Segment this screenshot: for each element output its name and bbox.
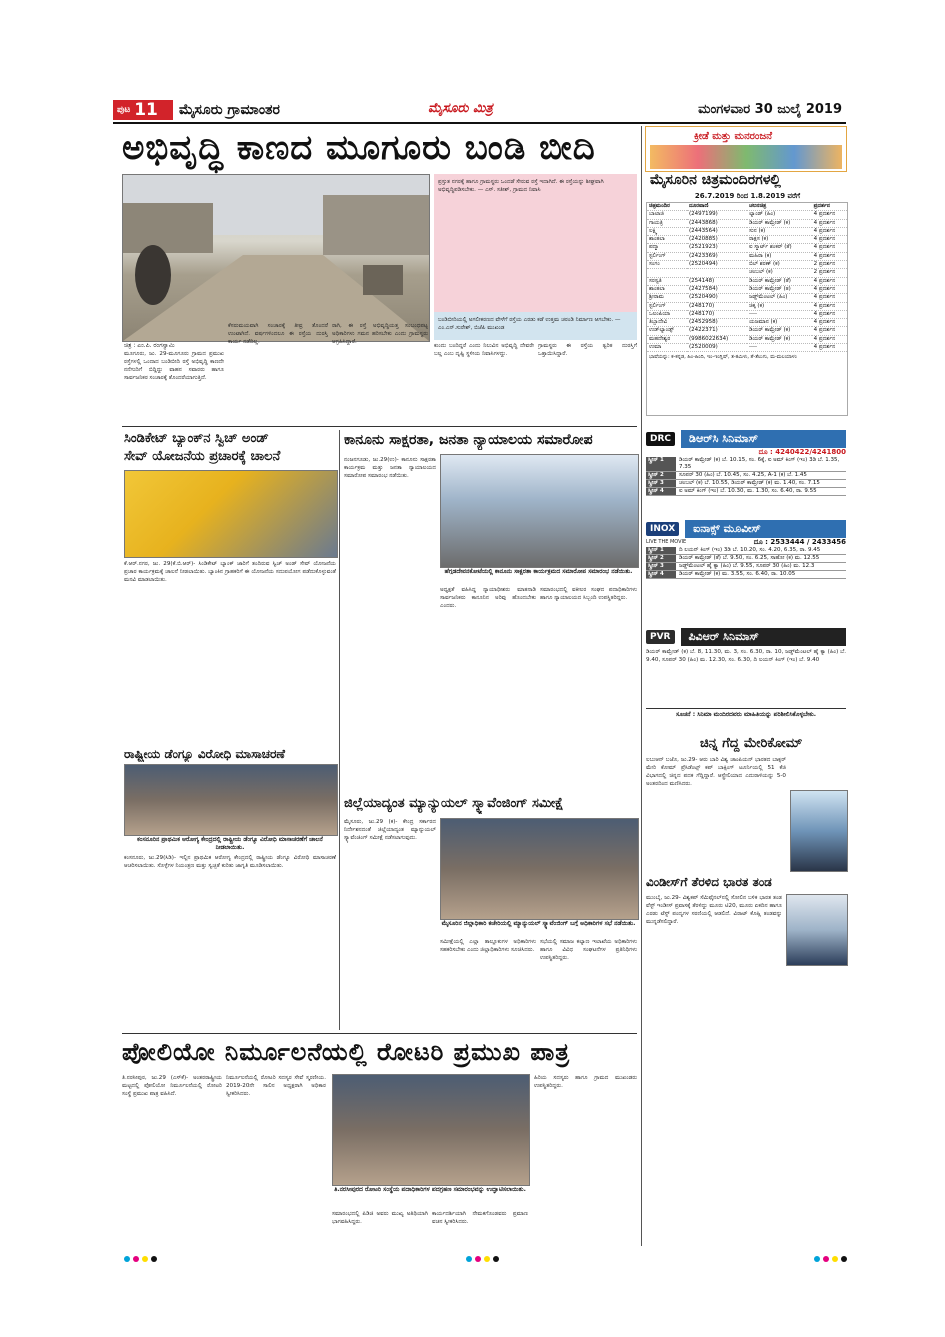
syndicate-photo [124, 470, 338, 558]
legal-col-2: ಅಧ್ಯಕ್ಷತೆ ವಹಿಸಿದ್ದ ನ್ಯಾಯಾಧೀಶರು ಮಾತನಾಡಿ ಸಾರ್ವಜನಿಕರು ಕಾನೂನಿನ ಅರಿವು ಹೊಂದಬೇಕು ಎಂದರು. [440, 587, 536, 609]
showtime-text: ಡಿಯರ್ ಕಾಮ್ರೇಡ್ (ಕ) ಬೆ. 10.15, ಸಂ. 6ಕ್ಕೆ, ಐ ಅಮ್ ಕಿಂಗ್ (ಇಂ) 3ಡಿ ಬೆ. 1.35, 7.35 [679, 457, 840, 470]
cinema-cell: 4 ಪ್ರದರ್ಶನ [812, 327, 847, 335]
polio-col-2: ನಿರ್ಮೂಲನೆಯಲ್ಲಿ ರೋಟರಿ ಸದಸ್ಯರ ಸೇವೆ ಸ್ಮರಣೀಯ. 2019-20ನೇ ಸಾಲಿನ ಅಧ್ಯಕ್ಷರಾಗಿ ಅಧಿಕಾರ ಸ್ವೀಕರಿಸಿದರು. [226, 1075, 326, 1097]
pvr-logo: PVR [646, 630, 675, 644]
cinema-row [647, 227, 847, 235]
inox-tagline: LIVE THE MOVIE [646, 539, 687, 545]
cinema-cell: ಸರಸ್ವತಿ [647, 277, 687, 285]
section-title: ಮೈಸೂರು ಗ್ರಾಮಾಂತರ [179, 102, 280, 118]
cinema-cell: 4 ಪ್ರದರ್ಶನ [812, 310, 847, 318]
cinema-cell: 4 ಪ್ರದರ್ಶನ [812, 211, 847, 219]
cinema-cell: ಯಜಮಾನ (ಕ) [747, 319, 812, 327]
cinema-cell: ಡಿಯರ್ ಕಾಮ್ರೇಡ್ (ತ) [747, 285, 812, 293]
cinema-cell: ಡಿಯರ್ ಕಾಮ್ರೇಡ್ (ಕ) [747, 219, 812, 227]
lead-col-3: ರಾಗಿ, ಈ ರಸ್ತೆ ಅಭಿವೃದ್ಧಿಯತ್ತ ಸಂಬಂಧಪಟ್ಟ ಅಧಿಕಾರಿಗಳು ಗಮನ ಹರಿಸಬೇಕು ಎಂದು ಗ್ರಾಮಸ್ಥರು ಆಗ್ರಹಿಸಿದ್ದಾರೆ. [332, 323, 428, 345]
cinema-cell: (248170) [687, 310, 747, 318]
screen-label: ಸ್ಕ್ರೀನ್ 2 [646, 555, 676, 562]
cinema-cell: ಪದ್ಮಾ [647, 244, 687, 252]
cinema-cell: ಮಹದೇಶ್ವರ [647, 335, 687, 343]
date-line: ಮಂಗಳವಾರ 30 ಜುಲೈ 2019 [698, 102, 842, 117]
cinema-row [647, 344, 847, 352]
screen-label: ಸ್ಕ್ರೀನ್ 4 [646, 488, 676, 495]
drc-showtimes [646, 457, 846, 496]
inox-show-row [646, 555, 846, 563]
cinema-listing [646, 202, 848, 416]
cinema-cell: (2443564) [687, 227, 747, 235]
cinema-cell: ಬಿಲ್ ಶರಣ್ (ಕ) [747, 261, 812, 269]
marykom-photo [790, 790, 848, 872]
cinema-cell: ಸುನ (ಕ) [747, 227, 812, 235]
cinema-row [647, 294, 847, 302]
cinema-cell: (2521923) [687, 244, 747, 252]
cinema-row [647, 269, 847, 277]
cinema-cell: (248170) [687, 302, 747, 310]
legal-headline: ಕಾನೂನು ಸಾಕ್ಷರತಾ, ಜನತಾ ನ್ಯಾಯಾಲಯ ಸಮಾರೋಪ [344, 432, 593, 448]
cinema-cell: ಡಿಯರ್ ಕಾಮ್ರೇಡ್ (ತೆ) [747, 277, 812, 285]
cinema-cell: ಡಿಯರ್ ಕಾಮ್ರೇಡ್ (ಕ) [747, 327, 812, 335]
dengue-caption: ಕಂಸನೂರಿನ ಪ್ರಾಥಮಿಕ ಆರೋಗ್ಯ ಕೇಂದ್ರದಲ್ಲಿ ರಾಷ್ಟ್ರೀಯ ಡೆಂಗ್ಯೂ ವಿರೋಧಿ ಮಾಸಾಚರಣೆಗೆ ಚಾಲನೆ ನೀಡಲಾಯಿತು. [137, 836, 323, 851]
drc-show-row [646, 457, 846, 472]
inox-tel: ದೂ : 2533444 / 2433456 [753, 538, 846, 546]
showtime-text: ಸೂಪರ್ 30 (ಹಿಂ) ಬೆ. 10.45, ಸಂ. 4.25, A-1 (ಕ) ಬೆ. 1.45 [679, 472, 807, 478]
screen-label: ಸ್ಕ್ರೀನ್ 3 [646, 563, 676, 570]
cinema-row [647, 261, 847, 269]
page-number-badge [113, 100, 173, 120]
inox-showtimes [646, 547, 846, 579]
drc-show-row [646, 488, 846, 496]
windies-headline: ವಿಂಡೀಸ್‌ಗೆ ತೆರಳಿದ ಭಾರತ ತಂಡ [646, 875, 772, 889]
sports-figures-graphic [650, 145, 842, 169]
cinema-cell: (2423369) [687, 252, 747, 260]
scavenging-photo [440, 818, 639, 920]
cinema-row [647, 319, 847, 327]
cinema-row [647, 244, 847, 252]
syndicate-headline-2: ಸೇವ್ ಯೋಜನೆಯ ಪ್ರಚಾರಕ್ಕೆ ಚಾಲನೆ [124, 449, 281, 464]
cinema-cell: 4 ಪ್ರದರ್ಶನ [812, 285, 847, 293]
dengue-body: ಕಂಸನೂರು, ಜು.29(ಸಿಡಿ)- ಇಲ್ಲಿನ ಪ್ರಾಥಮಿಕ ಆರೋಗ್ಯ ಕೇಂದ್ರದಲ್ಲಿ ರಾಷ್ಟ್ರೀಯ ಡೆಂಗ್ಯೂ ವಿರೋಧಿ ಮಾಸಾಚರಣೆ ಆಚರಿಸಲಾಯಿತು. ಸೊಳ್ಳೆಗಳ ನಿಯಂತ್ರಣ ಮತ್ತು ಸ್ವಚ್ಛತೆ ಕುರಿತು ಜಾಗೃತಿ ಮೂಡಿಸಲಾಯಿತು. [124, 855, 336, 869]
cinema-header-row [647, 203, 847, 211]
marykom-body: ಲಬುಆನ್ ಬಜೊ, ಜು.29- ಆರು ಬಾರಿ ವಿಶ್ವ ಚಾಂಪಿಯನ್ ಭಾರತದ ಬಾಕ್ಸರ್ ಮೇರಿ ಕೋಮ್ ಪ್ರೆಸಿಡೆಂಟ್ಸ್ ಕಪ್ ಬಾಕ್ಸಿಂಗ್ ಟೂರ್ನಿಯಲ್ಲಿ 51 ಕೆಜಿ ವಿಭಾಗದಲ್ಲಿ ಚಿನ್ನದ ಪದಕ ಗೆದ್ದಿದ್ದಾರೆ. ಆಸ್ಟ್ರೇಲಿಯಾದ ಎದುರಾಳಿಯನ್ನು 5-0 ಅಂತರದಿಂದ ಮಣಿಸಿದರು. [646, 757, 786, 787]
cinema-cell: ಸ್ಟರ್ಲಿಂಗ್ [647, 252, 687, 260]
cinema-cell: (2520494) [687, 261, 747, 269]
cinema-cell: 4 ಪ್ರದರ್ಶನ [812, 252, 847, 260]
lead-photo-credit: ಚಿತ್ರ : ಎಂ.ಪಿ. ರಂಗಸ್ವಾಮಿ [124, 342, 175, 349]
screen-label: ಸ್ಕ್ರೀನ್ 3 [646, 480, 676, 487]
screen-label: ಸ್ಕ್ರೀನ್ 2 [646, 472, 676, 479]
cinema-cell: (2452958) [687, 319, 747, 327]
inox-show-row [646, 563, 846, 571]
showtime-text: ಜಡ್ಜ್‌ಮೆಂಟಲ್ ಹೈ ಕ್ಯಾ (ಹಿಂ) ಬೆ. 9.55, ಸೂಪರ್ 30 (ಹಿಂ) ಮ. 12.3 [679, 563, 815, 569]
cinema-cell: (2422371) [687, 327, 747, 335]
street-photo-graphic [123, 175, 429, 341]
registration-dot [484, 1256, 490, 1262]
cinema-cell: 4 ಪ್ರದರ್ಶನ [812, 227, 847, 235]
cinema-cell: ಶಾಂತಲಾ [647, 285, 687, 293]
windies-body: ಮುಂಬೈ, ಜು.29- ವಿಶ್ವಕಪ್ ಸೆಮಿಫೈನಲ್‌ನಲ್ಲಿ ಸೋಲಿನ ಬಳಿಕ ಭಾರತ ತಂಡ ವೆಸ್ಟ್ ಇಂಡೀಸ್ ಪ್ರವಾಸಕ್ಕೆ ತೆರಳಿದ್ದು ಮೂರು ಟಿ20, ಮೂರು ಏಕದಿನ ಹಾಗೂ ಎರಡು ಟೆಸ್ಟ್ ಪಂದ್ಯಗಳ ಸರಣಿಯಲ್ಲಿ ಆಡಲಿದೆ. ವಿರಾಟ್ ಕೊಹ್ಲಿ ತಂಡವನ್ನು ಮುನ್ನಡೆಸಲಿದ್ದಾರೆ. [646, 895, 782, 925]
pvr-name: ಪಿವಿಆರ್ ಸಿನಿಮಾಸ್ [681, 628, 847, 646]
showtime-text: ದಿ ಲಯನ್ ಕಿಂಗ್ (ಇಂ) 3ಡಿ ಬೆ. 10.20, ಸಂ. 4.20, 6.35, ರಾ. 9.45 [679, 547, 821, 553]
cinema-row [647, 277, 847, 285]
registration-dot [133, 1256, 139, 1262]
cinema-cell: (2443868) [687, 219, 747, 227]
column-rule [339, 430, 340, 1030]
registration-dot [475, 1256, 481, 1262]
cinema-cell: 4 ಪ್ರದರ್ಶನ [812, 236, 847, 244]
screen-label: ಸ್ಕ್ರೀನ್ 4 [646, 571, 676, 578]
cinema-row [647, 285, 847, 293]
print-marks-left [124, 1256, 157, 1262]
print-marks-center [466, 1256, 499, 1262]
registration-dot [493, 1256, 499, 1262]
masthead [113, 100, 846, 124]
registration-dot [151, 1256, 157, 1262]
print-marks-right [814, 1256, 847, 1262]
paper-name: ಮೈಸೂರು ಮಿತ್ರ [428, 101, 493, 116]
cinema-cell: ಲಕ್ಷ್ಮಿ [647, 227, 687, 235]
inox-show-row [646, 571, 846, 579]
drc-show-row [646, 480, 846, 488]
scavenging-caption: ಮೈಸೂರಿನ ಜಿಲ್ಲಾಧಿಕಾರಿ ಕಚೇರಿಯಲ್ಲಿ ಮ್ಯಾನ್ಯುಯಲ್ ಸ್ಕ್ಯಾವೆಂಜಿಂಗ್ ಬಗ್ಗೆ ಅಧಿಕಾರಿಗಳ ಸಭೆ ನಡೆಯಿತು. [441, 920, 636, 927]
cinema-cell: ಸಂಗಂ [647, 261, 687, 269]
cinema-col-header: ಚಿತ್ರಮಂದಿರ [647, 203, 687, 211]
cinema-cell: (2420885) [687, 236, 747, 244]
lead-photo [122, 174, 430, 342]
registration-dot [124, 1256, 130, 1262]
cinema-cell: ಜಡ್ಜ್‌ಮೆಂಟಲ್ (ಹಿಂ) [747, 294, 812, 302]
cinema-cell: 4 ಪ್ರದರ್ಶನ [812, 344, 847, 352]
cinema-cell: ಚಂಬಲ್ (ಕ) [747, 269, 812, 277]
lead-col-5: ಗ್ರಾಮಸ್ಥರು ಈ ರಸ್ತೆಯ ತ್ವರಿತ ದುರಸ್ತಿಗೆ ಒತ್ತಾಯಿಸಿದ್ದಾರೆ. [538, 343, 637, 357]
cinema-cell: ಬಾಲಾಜಿ [647, 211, 687, 219]
cinema-col-header: ಪ್ರದರ್ಶನ [812, 203, 847, 211]
showtime-text: ಚಂಬಲ್ (ಕ) ಬೆ. 10.55, ಡಿಯರ್ ಕಾಮ್ರೇಡ್ (ಕ) ಮ. 1.40, ಸಂ. 7.15 [679, 480, 820, 486]
scavenging-col-1: ಮೈಸೂರು, ಜು.29 (ಕ)- ಕೇಂದ್ರ ಸರ್ಕಾರದ ನಿರ್ದೇಶನದಂತೆ ಜಿಲ್ಲೆಯಾದ್ಯಂತ ಮ್ಯಾನ್ಯುಯಲ್ ಸ್ಕ್ಯಾವೆಂಜಿಂಗ್ ಸಮೀಕ್ಷೆ ನಡೆಸಲಾಗುವುದು. [344, 819, 436, 841]
lead-col-4: ಕುಂದು ಬಂದಿದ್ದರೆ ಎಂದು ನಿಲುವಿನ ಅಭಿವೃದ್ಧಿ ದೇವರೇ ಬಲ್ಲ ಎಂಬ ದೃಷ್ಟಿ ಸ್ಥಳೀಯ ನಿವಾಸಿಗಳದ್ದು. [434, 343, 534, 357]
cinema-col-header: ದೂರವಾಣಿ [687, 203, 747, 211]
cinema-cell: ಉಡ್‌ಲ್ಯಾಂಡ್ಸ್ [647, 327, 687, 335]
lead-quote-blue: ಬಂಡಿಬೀದಿಯಲ್ಲಿ ಅಗಲೀಕರಣದ ವೇಳೆಗೆ ರಸ್ತೆಯ ಎರಡು ಕಡೆ ಉತ್ತಮ ಚರಂಡಿ ನಿರ್ಮಾಣ ಆಗಬೇಕು. — ಎಂ.ಎನ್.ಸುರೇಶ್, ಬಿಜೆಪಿ ಮುಖಂಡ [434, 312, 637, 340]
cinema-cell: 2 ಪ್ರದರ್ಶನ [812, 269, 847, 277]
cinema-cell: (254148) [687, 277, 747, 285]
kohli-photo [786, 894, 848, 966]
dengue-headline: ರಾಷ್ಟ್ರೀಯ ಡೆಂಗ್ಯೂ ವಿರೋಧಿ ಮಾಸಾಚರಣೆ [124, 747, 286, 761]
cinema-dates: 26.7.2019 ರಿಂದ 1.8.2019 ವರೆಗೆ [694, 192, 801, 200]
pvr-note: ಸೂಚನೆ : ಸಿನಿಮಾ ಮಂದಿರದವರು ಮಾಹಿತಿಯನ್ನು ಪರಿಶೀಲಿಸಿಕೊಳ್ಳಬೇಕು. [646, 708, 846, 719]
syndicate-body: ಕೆ.ಆರ್.ನಗರ, ಜು. 29(ಕೆ.ಬಿ.ಆರ್)- ಸಿಂಡಿಕೇಟ್ ಬ್ಯಾಂಕ್ ಜಾರಿಗೆ ತಂದಿರುವ ಸ್ವಿಚ್ ಅಂಡ್ ಸೇವ್ ಯೋಜನೆಯ ಪ್ರಚಾರ ಕಾರ್ಯಕ್ರಮಕ್ಕೆ ಚಾಲನೆ ನೀಡಲಾಯಿತು. ಬ್ಯಾಂಕಿನ ಗ್ರಾಹಕರಿಗೆ ಈ ಯೋಜನೆಯ ಸದುಪಯೋಗ ಪಡೆದುಕೊಳ್ಳುವಂತೆ ಮನವಿ ಮಾಡಲಾಯಿತು. [124, 561, 336, 583]
showtime-text: ಐ ಅಮ್ ಕಿಂಗ್ (ಇಂ) ಬೆ. 10.30, ಮ. 1.30, ಸಂ. 6.40, ರಾ. 9.55 [679, 488, 817, 494]
cinema-cell: 4 ಪ್ರದರ್ಶನ [812, 294, 847, 302]
registration-dot [814, 1256, 820, 1262]
cinema-cell: 2 ಪ್ರದರ್ಶನ [812, 261, 847, 269]
polio-caption: ತಿ.ನರಸೀಪುರದ ರೋಟರಿ ಸಂಸ್ಥೆಯ ಪದಾಧಿಕಾರಿಗಳ ಪದಗ್ರಹಣ ಸಮಾರಂಭವನ್ನು ಉದ್ಘಾಟಿಸಲಾಯಿತು. [334, 1186, 526, 1193]
cinema-title: ಮೈಸೂರಿನ ಚಿತ್ರಮಂದಿರಗಳಲ್ಲಿ [650, 172, 781, 188]
drc-ad [646, 430, 846, 496]
cinema-row [647, 302, 847, 310]
cinema-cell: ಸ್ಟರ್ಲಿಂಗ್ [647, 302, 687, 310]
cinema-cell: ಡಿಯರ್ ಕಾಮ್ರೇಡ್ (ಕ) [747, 335, 812, 343]
legal-caption: ಹೆಗ್ಗಡದೇವನಕೋಟೆಯಲ್ಲಿ ಕಾನೂನು ಸಾಕ್ಷರತಾ ಕಾರ್ಯಕ್ರಮದ ಸಮಾರೋಪ ಸಮಾರಂಭ ನಡೆಯಿತು. [444, 568, 633, 575]
cinema-cell: ---- [747, 344, 812, 352]
sports-banner-title: ಕ್ರೀಡೆ ಮತ್ತು ಮನರಂಜನೆ [694, 131, 773, 142]
cinema-cell [687, 269, 747, 277]
inox-show-row [646, 547, 846, 555]
scavenging-col-2: ಸಮೀಕ್ಷೆಯಲ್ಲಿ ಎಲ್ಲಾ ತಾಲ್ಲೂಕುಗಳ ಅಧಿಕಾರಿಗಳು ಸಹಕರಿಸಬೇಕು ಎಂದು ಜಿಲ್ಲಾಧಿಕಾರಿಗಳು ಸೂಚಿಸಿದರು. [440, 939, 536, 953]
cinema-cell: ಐ ಸ್ಮಾರ್ಟ್ ಶಂಕರ್ (ತೆ) [747, 244, 812, 252]
cinema-row [647, 335, 847, 343]
cinema-cell: ಉಮಾ [647, 344, 687, 352]
cinema-row [647, 310, 847, 318]
legal-photo [440, 454, 639, 568]
registration-dot [841, 1256, 847, 1262]
cinema-cell: ತಿಬ್ಬಾದೇವಿ [647, 319, 687, 327]
cinema-cell: (2520490) [687, 294, 747, 302]
cinema-row [647, 327, 847, 335]
lead-col-1: ಮೂಗೂರು, ಜು. 29-ಮೂಗೂರು ಗ್ರಾಮದ ಪ್ರಮುಖ ರಸ್ತೆಗಳಲ್ಲಿ ಒಂದಾದ ಬಂಡಿಬೀದಿ ರಸ್ತೆ ಅಭಿವೃದ್ಧಿ ಕಾಣದೇ ನನೆಗುದಿಗೆ ಬಿದ್ದಿದ್ದು ವಾಹನ ಸವಾರರು ಹಾಗೂ ಸಾರ್ವಜನಿಕರ ಸಂಚಾರಕ್ಕೆ ತೊಂದರೆಯಾಗುತ್ತಿದೆ. [124, 351, 224, 381]
divider [122, 1033, 637, 1034]
drc-tel: ದೂ : 4240422/4241800 [758, 448, 846, 456]
inox-name: ಐನಾಕ್ಸ್ ಮೂವೀಸ್ [685, 520, 846, 538]
cinema-cell: ಶಾಂತಲಾ [647, 236, 687, 244]
drc-show-row [646, 472, 846, 480]
showtime-text: ಡಿಯರ್ ಕಾಮ್ರೇಡ್ (ತೆ) ಬೆ. 9.50, ಸಂ. 6.25, ಸಾಹೋ (ಕ) ಮ. 12.55 [679, 555, 820, 561]
sidebar-rule [641, 126, 642, 1246]
cinema-cell: 4 ಪ್ರದರ್ಶನ [812, 319, 847, 327]
inox-logo: INOX [646, 522, 679, 536]
scavenging-headline: ಜಿಲ್ಲೆಯಾದ್ಯಂತ ಮ್ಯಾನ್ಯುಯಲ್ ಸ್ಕ್ಯಾವೆಂಜಿಂಗ್ ಸಮೀಕ್ಷೆ [344, 796, 564, 811]
cinema-cell: ಚಿಕ್ಕ (ಕ) [747, 302, 812, 310]
legal-col-3: ಸಮಾರಂಭದಲ್ಲಿ ವಕೀಲರ ಸಂಘದ ಪದಾಧಿಕಾರಿಗಳು ಹಾಗೂ ನ್ಯಾಯಾಲಯದ ಸಿಬ್ಬಂದಿ ಉಪಸ್ಥಿತರಿದ್ದರು. [540, 587, 637, 601]
pvr-ad-header [646, 628, 846, 646]
cinema-cell: (9986022634) [687, 335, 747, 343]
cinema-cell: ಶ್ರೀರಾಮ [647, 294, 687, 302]
cinema-cell: ಒಲಂಪಿಯಾ [647, 310, 687, 318]
cinema-col-header: ಚಲನಚಿತ್ರ [747, 203, 812, 211]
drc-ad-header [646, 430, 846, 448]
pvr-ad [646, 628, 846, 719]
cinema-cell: 4 ಪ್ರದರ್ಶನ [812, 302, 847, 310]
cinema-cell: ಲ್ಯಾಂಡ್ (ಹಿಂ) [747, 211, 812, 219]
cinema-cell: 4 ಪ್ರದರ್ಶನ [812, 277, 847, 285]
inox-ad [646, 520, 846, 579]
cinema-row [647, 219, 847, 227]
marykom-headline: ಚಿನ್ನ ಗೆದ್ದ ಮೇರಿಕೋಮ್ [700, 736, 803, 751]
cinema-cell: (2520009) [687, 344, 747, 352]
cinema-row [647, 211, 847, 219]
cinema-cell: ---- [747, 310, 812, 318]
lead-col-2: ಕೆಸರುಮಯವಾಗಿ ಸಂಚಾರಕ್ಕೆ ತೀವ್ರ ತೊಂದರೆ ಉಂಟಾಗಿದೆ. ವರ್ಷಗಳಿಂದಲೂ ಈ ರಸ್ತೆಯ ದುರಸ್ತಿ ಕಾರ್ಯ ನಡೆದಿಲ್ಲ. [228, 323, 328, 345]
scavenging-col-3: ಸಭೆಯಲ್ಲಿ ಸಮಾಜ ಕಲ್ಯಾಣ ಇಲಾಖೆಯ ಅಧಿಕಾರಿಗಳು ಹಾಗೂ ವಿವಿಧ ಸಂಘಟನೆಗಳ ಪ್ರತಿನಿಧಿಗಳು ಉಪಸ್ಥಿತರಿದ್ದರು. [540, 939, 637, 961]
lead-headline: ಅಭಿವೃದ್ಧಿ ಕಾಣದ ಮೂಗೂರು ಬಂಡಿ ಬೀದಿ [122, 128, 596, 168]
cinema-cell [647, 269, 687, 277]
page-number: 11 [134, 100, 158, 120]
inox-ad-header [646, 520, 846, 538]
pvr-showtimes: ಡಿಯರ್ ಕಾಮ್ರೇಡ್ (ಕ) ಬೆ. 8, 11.30, ಮ. 3, ಸಂ. 6.30, ರಾ. 10, ಜಡ್ಜ್‌ಮೆಂಟಲ್ ಹೈ ಕ್ಯಾ (ಹಿಂ) ಬೆ. 9.40, ಸೂಪರ್ 30 (ಹಿಂ) ಮ. 12.30, ಸಂ. 6.30, ದಿ ಲಯನ್ ಕಿಂಗ್ (ಇಂ) ಬೆ. 9.40 [646, 649, 846, 663]
showtime-text: ಡಿಯರ್ ಕಾಮ್ರೇಡ್ (ಕ) ಮ. 3.55, ಸಂ. 6.40, ರಾ. 10.05 [679, 571, 796, 577]
cinema-row [647, 252, 847, 260]
polio-col-4: ಕಾರ್ಯದರ್ಶಿಯಾಗಿ ನೇಮಕಗೊಂಡವರು ಪ್ರಮಾಣ ವಚನ ಸ್ವೀಕರಿಸಿದರು. [432, 1211, 528, 1225]
page-label: ಪುಟ [117, 105, 131, 115]
registration-dot [823, 1256, 829, 1262]
polio-col-3: ಸಮಾರಂಭದಲ್ಲಿ ಪಿಡಿಜಿ ಅವರು ಮುಖ್ಯ ಅತಿಥಿಯಾಗಿ ಭಾಗವಹಿಸಿದ್ದರು. [332, 1211, 428, 1225]
cinema-table [647, 203, 847, 352]
cinema-cell: (2497199) [687, 211, 747, 219]
polio-col-1: ತಿ.ನರಸೀಪುರ, ಜು.29 (ಎಸ್‌ಕೆ)- ಅಂತರರಾಷ್ಟ್ರೀಯ ಮಟ್ಟದಲ್ಲಿ ಪೋಲಿಯೋ ನಿರ್ಮೂಲನೆಯಲ್ಲಿ ರೋಟರಿ ಸಂಸ್ಥೆ ಪ್ರಮುಖ ಪಾತ್ರ ವಹಿಸಿದೆ. [122, 1075, 222, 1097]
syndicate-headline-1: ಸಿಂಡಿಕೇಟ್ ಬ್ಯಾಂಕ್‌ನ ಸ್ವಿಚ್ ಅಂಡ್ [124, 431, 269, 446]
cinema-cell: ಮಹಿರಾ (ಕ) [747, 252, 812, 260]
cinema-cell: 4 ಪ್ರದರ್ಶನ [812, 219, 847, 227]
screen-label: ಸ್ಕ್ರೀನ್ 1 [646, 547, 676, 554]
cinema-row [647, 236, 847, 244]
cinema-cell: (2427584) [687, 285, 747, 293]
cinema-cell: 4 ಪ್ರದರ್ಶನ [812, 335, 847, 343]
dengue-photo [124, 764, 338, 836]
sports-banner [645, 126, 847, 172]
polio-col-5: ಹಿರಿಯ ಸದಸ್ಯರು ಹಾಗೂ ಗ್ರಾಮದ ಮುಖಂಡರು ಉಪಸ್ಥಿತರಿದ್ದರು. [534, 1075, 637, 1089]
lead-quote-pink: ಪ್ರಸ್ತುತ ನಗರಕ್ಕೆ ಹಾಗೂ ಗ್ರಾಮಸ್ಥರು ಒಂದಡೆ ಸೇರುವ ರಸ್ತೆ ಇದಾಗಿದೆ. ಈ ರಸ್ತೆಯನ್ನು ಶೀಘ್ರವಾಗಿ ಅಭಿವೃದ್ಧಿಪಡಿಸಬೇಕು. — ಎಸ್. ಸತೀಶ್, ಗ್ರಾಮದ ನಿವಾಸಿ [434, 174, 637, 312]
cinema-cell: 4 ಪ್ರದರ್ಶನ [812, 244, 847, 252]
divider [122, 426, 637, 427]
drc-name: ಡಿಆರ್‌ಸಿ ಸಿನಿಮಾಸ್ [681, 430, 846, 448]
legal-col-1: ನಂಜನಗೂಡು, ಜು.29(ಉ)- ಕಾನೂನು ಸಾಕ್ಷರತಾ ಕಾರ್ಯಕ್ರಮ ಮತ್ತು ಜನತಾ ನ್ಯಾಯಾಲಯದ ಸಮಾರೋಪ ಸಮಾರಂಭ ನಡೆಯಿತು. [344, 457, 436, 479]
cinema-cell: ರಾಕ್ಷಸ (ಕ) [747, 236, 812, 244]
cinema-note: ಭಾಷೆಯನ್ನು: ಕ-ಕನ್ನಡ, ಹಿಂ-ಹಿಂದಿ, ಇಂ-ಇಂಗ್ಲಿಷ್, ತ-ತಮಿಳು, ತೆ-ತೆಲುಗು, ಮ-ಮಲಯಾಳಂ [649, 354, 797, 361]
screen-label: ಸ್ಕ್ರೀನ್ 1 [646, 457, 676, 471]
registration-dot [142, 1256, 148, 1262]
drc-logo: DRC [646, 432, 675, 446]
polio-headline: ಪೋಲಿಯೋ ನಿರ್ಮೂಲನೆಯಲ್ಲಿ ರೋಟರಿ ಪ್ರಮುಖ ಪಾತ್ರ [122, 1038, 570, 1066]
registration-dot [832, 1256, 838, 1262]
registration-dot [466, 1256, 472, 1262]
cinema-cell: ಗಾಯತ್ರಿ [647, 219, 687, 227]
polio-photo [332, 1074, 530, 1186]
